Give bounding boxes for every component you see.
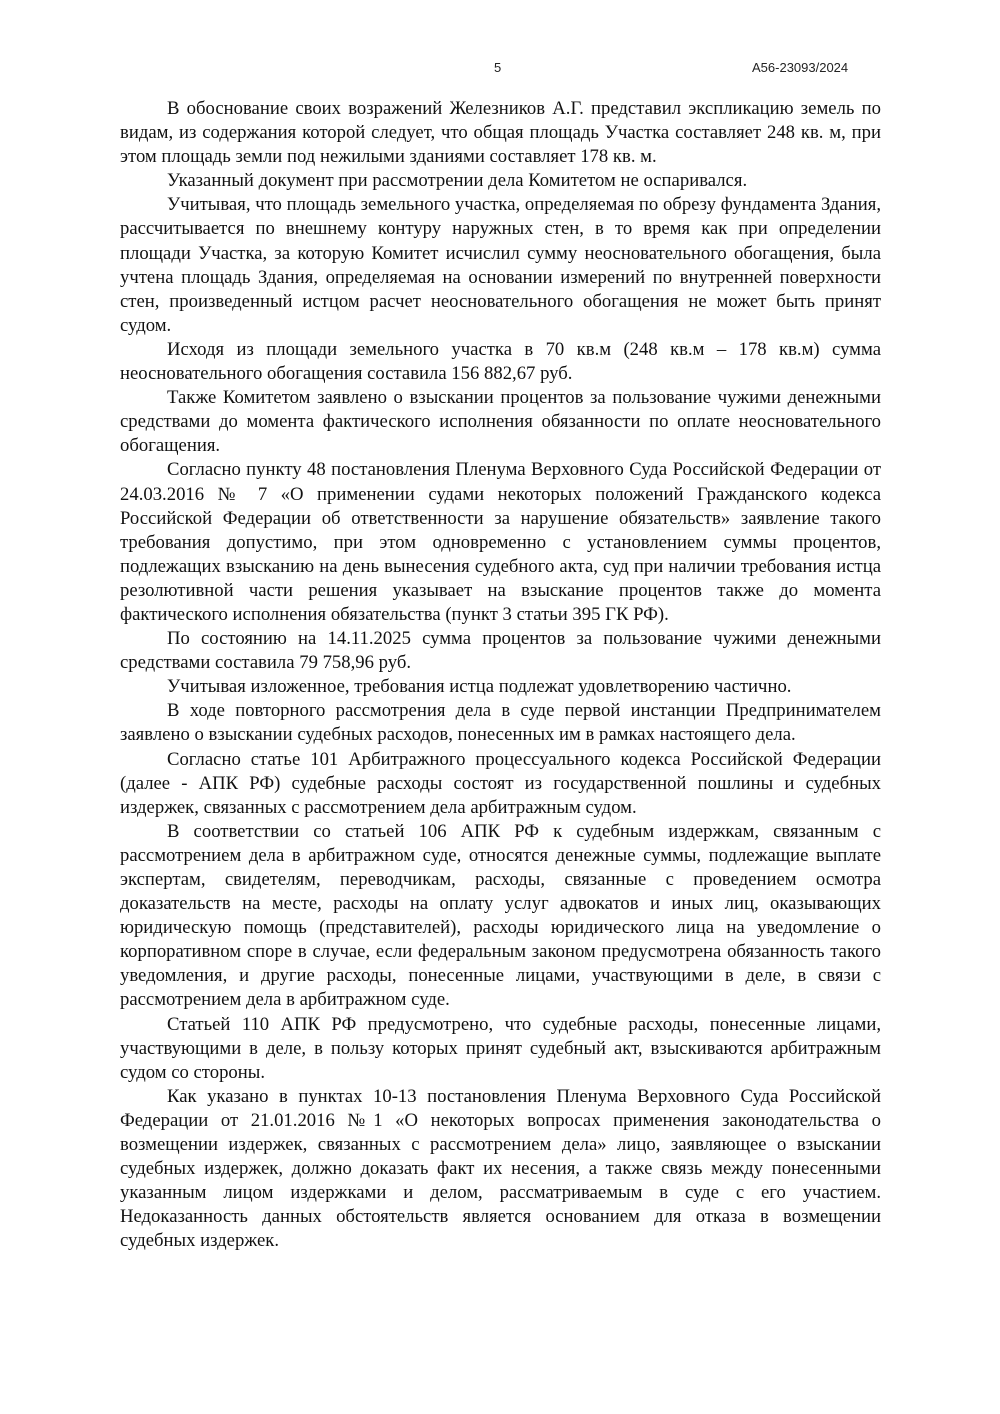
paragraph-enrichment-sum: Исходя из площади земельного участка в 70 кв.м (248 кв.м – 178 кв.м) сумма неосновательного обогащения составила 156 882,67 руб. bbox=[120, 338, 881, 385]
document-body bbox=[120, 97, 881, 1254]
paragraph-court-costs-claim: В ходе повторного рассмотрения дела в суде первой инстанции Предпринимателем заявлено о взыскании судебных расходов, понесенных им в рамках настоящего дела. bbox=[120, 700, 881, 746]
page-number: 5 bbox=[494, 60, 502, 75]
paragraph-article-101: Согласно статье 101 Арбитражного процессуального кодекса Российской Федерации (далее - АПК РФ) судебные расходы состоят из государственной пошлины и судебных издержек, связанных с рассмотрением дела арбитражным судом. bbox=[120, 748, 881, 818]
paragraph-plenum-10-13: Как указано в пунктах 10-13 постановления Пленума Верховного Суда Российской Федерации от 21.01.2016 №1 «О некоторых вопросах применения законодательства о возмещении издержек, связанных с рассмотрением дела» лицо, заявляющее о взыскании судебных издержек, должно доказать факт их несения, а также связь между понесенными указанным лицом издержками и делом, рассматриваемым в суде с его участием. Недоказанность данных обстоятельств является основанием для отказа в возмещении судебных издержек. bbox=[120, 1085, 881, 1252]
page-header bbox=[0, 60, 1000, 80]
paragraph-objection-explication: В обоснование своих возражений Железников А.Г. представил экспликацию земель по видам, из содержания которой следует, что общая площадь Участка составляет 248 кв. м, при этом площадь земли под нежилыми зданиями составляет 178 кв. м. bbox=[120, 98, 881, 168]
paragraph-partial-satisfaction: Учитывая изложенное, требования истца подлежат удовлетворению частично. bbox=[167, 676, 792, 698]
paragraph-plenum-48: Согласно пункту 48 постановления Пленума Верховного Суда Российской Федерации от 24.03.2016 № 7 «О применении судами некоторых положений Гражданского кодекса Российской Федерации об ответственности за нарушение обязательств» заявление такого требования допустимо, при этом одновременно с установлением суммы процентов, подлежащих взысканию на день вынесения судебного акта, суд при наличии требования истца резолютивной части решения указывает на взыскание процентов также до момента фактического исполнения обязательства (пункт 3 статьи 395 ГК РФ). bbox=[120, 459, 881, 625]
paragraph-area-calculation: Учитывая, что площадь земельного участка, определяемая по обрезу фундамента Здания, рассчитывается по внешнему контуру наружных стен, в то время как при определении площади Участка, за которую Комитет исчислил сумму неосновательного обогащения, была учтена площадь Здания, определяемая на основании измерений по внутренней поверхности стен, произведенный истцом расчет неосновательного обогащения не может быть принят судом. bbox=[120, 194, 881, 336]
paragraph-interest-sum: По состоянию на 14.11.2025 сумма процентов за пользование чужими денежными средствами составила 79 758,96 руб. bbox=[120, 628, 881, 674]
paragraph-article-110: Статьей 110 АПК РФ предусмотрено, что судебные расходы, понесенные лицами, участвующими в деле, в пользу которых принят судебный акт, взыскиваются арбитражным судом со стороны. bbox=[120, 1013, 881, 1083]
case-number: А56-23093/2024 bbox=[752, 60, 849, 75]
paragraph-interest-claim: Также Комитетом заявлено о взыскании процентов за пользование чужими денежными средствами до момента фактического исполнения обязанности по оплате неосновательного обогащения. bbox=[120, 387, 881, 457]
paragraph-article-106: В соответствии со статьей 106 АПК РФ к судебным издержкам, связанным с рассмотрением дела в арбитражном суде, относятся денежные суммы, подлежащие выплате экспертам, свидетелям, переводчикам, расходы, связанные с проведением осмотра доказательств на месте, расходы на оплату услуг адвокатов и иных лиц, оказывающих юридическую помощь (представителей), расходы юридического лица на уведомление о корпоративном споре в случае, если федеральным законом предусмотрена обязанность такого уведомления, и другие расходы, понесенные лицами, участвующими в деле, в связи с рассмотрением дела в арбитражном суде. bbox=[120, 820, 881, 1011]
paragraph-document-not-disputed: Указанный документ при рассмотрении дела Комитетом не оспаривался. bbox=[167, 170, 748, 192]
